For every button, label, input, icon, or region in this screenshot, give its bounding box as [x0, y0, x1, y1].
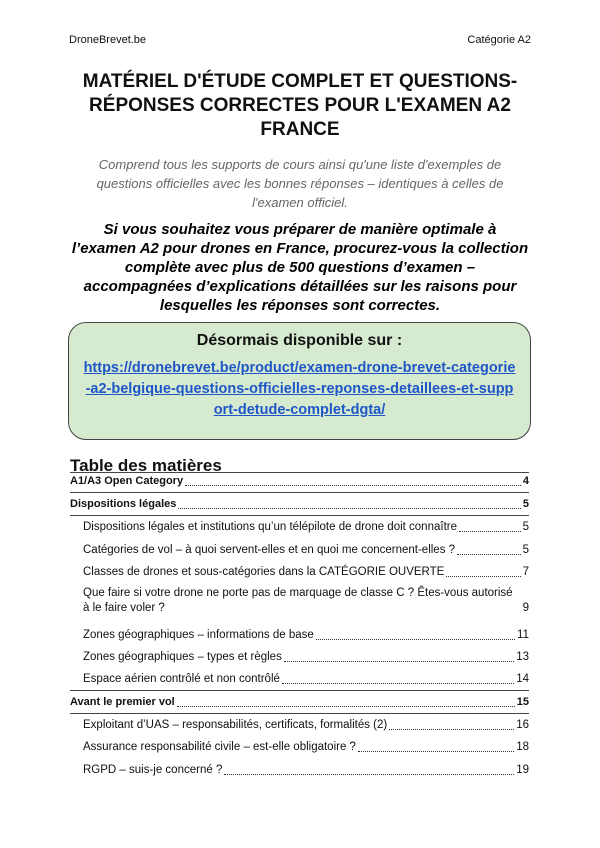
document-subtitle: Comprend tous les supports de cours ainsi qu'une liste d'exemples de questions officielles avec les bonnes réponses – identiques à celles de l'examen officiel.: [96, 157, 504, 210]
toc-entry-rgpd[interactable]: RGPD – suis-je concerné ? 19: [83, 764, 529, 776]
toc-rule: [70, 492, 529, 493]
availability-callout: [68, 322, 531, 440]
toc-entry-open-category[interactable]: A1/A3 Open Category 4: [70, 475, 529, 487]
toc-entry-premier-vol[interactable]: Avant le premier vol 15: [70, 696, 529, 708]
toc-entry-dispositions[interactable]: Dispositions légales 5: [70, 498, 529, 510]
toc-entry-categories-vol[interactable]: Catégories de vol – à quoi servent-elles et en quoi me concernent-elles ? 5: [83, 544, 529, 556]
toc-rule: [70, 472, 529, 473]
toc-entry-zones-types[interactable]: Zones géographiques – types et règles 13: [83, 651, 529, 663]
callout-heading: Désormais disponible sur :: [196, 332, 403, 349]
toc-entry-dispositions-institutions[interactable]: Dispositions légales et institutions qu’un télépilote de drone doit connaître 5: [83, 521, 529, 533]
document-title: MATÉRIEL D'ÉTUDE COMPLET ET QUESTIONS-RÉPONSES CORRECTES POUR L'EXAMEN A2 FRANCE: [82, 71, 518, 140]
toc-entry-exploitant[interactable]: Exploitant d’UAS – responsabilités, certificats, formalités (2) 16: [83, 719, 529, 731]
toc-entry-zones-base[interactable]: Zones géographiques – informations de base 11: [83, 629, 529, 641]
toc-entry-classes-drones[interactable]: Classes de drones et sous-catégories dans la CATÉGORIE OUVERTE 7: [83, 566, 529, 578]
toc-rule: [70, 713, 529, 714]
page-header: [69, 34, 531, 46]
toc-entry-assurance[interactable]: Assurance responsabilité civile – est-elle obligatoire ? 18: [83, 741, 529, 753]
header-site-name: DroneBrevet.be: [69, 34, 147, 46]
toc-title: Table des matières: [70, 456, 222, 475]
toc-rule: [70, 690, 529, 691]
toc-entry-espace-aerien[interactable]: Espace aérien contrôlé et non contrôlé 14: [83, 673, 529, 685]
toc-rule: [70, 515, 529, 516]
toc-entry-marquage-classe[interactable]: Que faire si votre drone ne porte pas de marquage de classe C ? Êtes-vous autorisé à le faire voler ? 9: [83, 587, 529, 614]
product-link[interactable]: https://dronebrevet.be/product/examen-drone-brevet-categorie-a2-belgique-questions-officielles-reponses-detaillees-et-support-detude-complet-dgta/: [83, 360, 516, 418]
header-category: Catégorie A2: [467, 34, 531, 46]
lead-paragraph: Si vous souhaitez vous préparer de manière optimale à l’examen A2 pour drones en France, procurez-vous la collection complète avec plus de 500 questions d’examen – accompagnées d’explications détaillées sur les raisons pour lesquelles les réponses sont correctes.: [71, 221, 529, 314]
